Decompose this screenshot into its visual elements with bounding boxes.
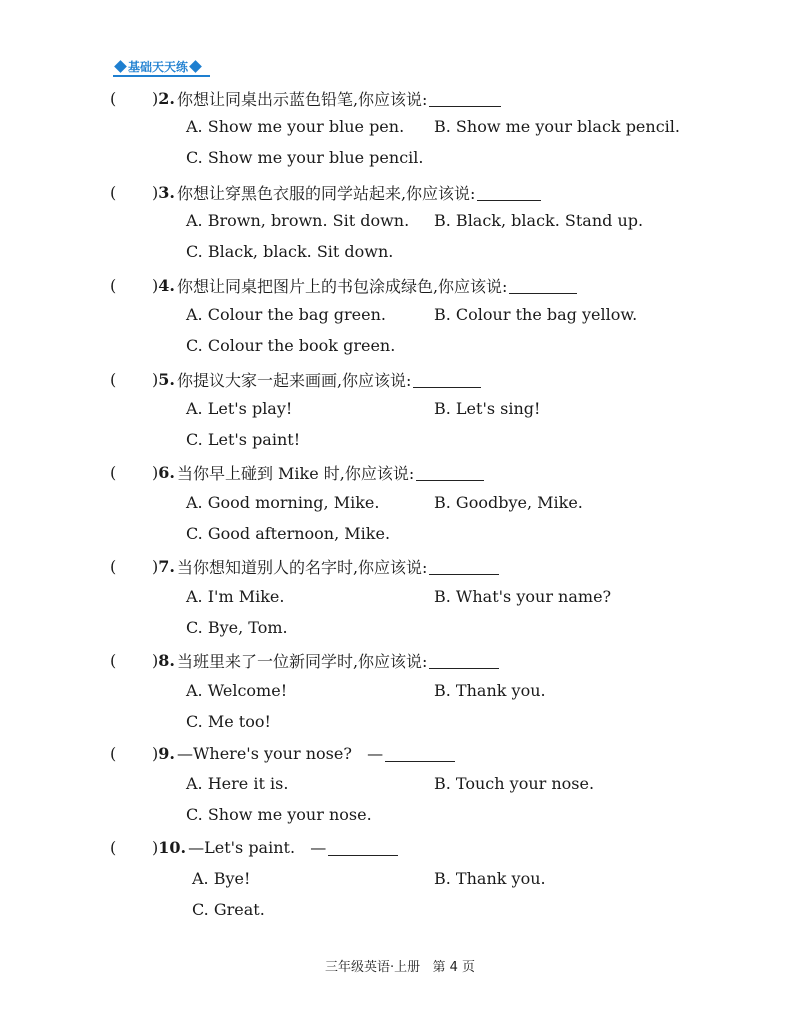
question-number: 10. <box>158 837 187 857</box>
question-text: 当班里来了一位新同学时,你应该说: <box>176 651 428 671</box>
section-label-text: 基础天天练 <box>128 59 189 74</box>
question-number: 6. <box>158 462 175 482</box>
option-a[interactable]: A. I'm Mike. <box>186 586 285 606</box>
answer-blank[interactable] <box>416 464 484 481</box>
answer-paren-close: ) <box>152 556 159 576</box>
option-a[interactable]: A. Here it is. <box>186 773 289 793</box>
answer-paren-open: ( <box>110 369 117 389</box>
question-number: 8. <box>158 650 175 670</box>
answer-paren-close: ) <box>152 462 159 482</box>
answer-paren-open: ( <box>110 837 117 857</box>
option-a[interactable]: A. Bye! <box>192 868 251 888</box>
answer-paren-open: ( <box>110 650 117 670</box>
question-stem <box>110 86 501 110</box>
section-label-underline <box>113 75 210 77</box>
section-label <box>113 57 203 75</box>
page-footer: 三年级英语·上册 第 4 页 <box>324 960 476 975</box>
answer-blank[interactable] <box>429 90 501 107</box>
option-c[interactable]: C. Black, black. Sit down. <box>186 241 394 261</box>
diamond-icon <box>114 60 127 73</box>
question-text: —Where's your nose? — <box>176 743 384 763</box>
answer-blank[interactable] <box>477 184 541 201</box>
question-number: 3. <box>158 182 175 202</box>
question-number: 7. <box>158 556 175 576</box>
answer-paren-open: ( <box>110 462 117 482</box>
option-a[interactable]: A. Let's play! <box>186 398 293 418</box>
answer-blank[interactable] <box>385 745 455 762</box>
question-number: 2. <box>158 88 175 108</box>
option-b[interactable]: B. Show me your black pencil. <box>434 116 680 136</box>
option-a[interactable]: A. Good morning, Mike. <box>186 492 380 512</box>
option-c[interactable]: C. Show me your nose. <box>186 804 372 824</box>
question-stem <box>110 554 499 578</box>
option-b[interactable]: B. Thank you. <box>434 868 546 888</box>
option-a[interactable]: A. Show me your blue pen. <box>186 116 405 136</box>
question-text: 你提议大家一起来画画,你应该说: <box>176 370 412 390</box>
option-b[interactable]: B. Colour the bag yellow. <box>434 304 638 324</box>
answer-paren-open: ( <box>110 743 117 763</box>
option-c[interactable]: C. Show me your blue pencil. <box>186 147 424 167</box>
answer-blank[interactable] <box>429 652 499 669</box>
answer-blank[interactable] <box>509 277 577 294</box>
question-text: 你想让穿黑色衣服的同学站起来,你应该说: <box>176 183 476 203</box>
answer-paren-open: ( <box>110 556 117 576</box>
question-stem <box>110 180 541 204</box>
answer-paren-close: ) <box>152 743 159 763</box>
option-c[interactable]: C. Me too! <box>186 711 271 731</box>
question-stem <box>110 741 455 765</box>
question-number: 9. <box>158 743 175 763</box>
question-number: 5. <box>158 369 175 389</box>
answer-paren-close: ) <box>152 182 159 202</box>
question-text: —Let's paint. — <box>188 837 327 857</box>
option-b[interactable]: B. Thank you. <box>434 680 546 700</box>
option-b[interactable]: B. What's your name? <box>434 586 612 606</box>
question-text: 你想让同桌出示蓝色铅笔,你应该说: <box>176 89 428 109</box>
diamond-icon <box>189 60 202 73</box>
answer-paren-close: ) <box>152 369 159 389</box>
answer-paren-close: ) <box>152 275 159 295</box>
question-text: 你想让同桌把图片上的书包涂成绿色,你应该说: <box>176 276 508 296</box>
option-a[interactable]: A. Brown, brown. Sit down. <box>186 210 410 230</box>
question-stem <box>110 460 484 484</box>
question-number: 4. <box>158 275 175 295</box>
answer-paren-close: ) <box>152 650 159 670</box>
question-stem <box>110 273 577 297</box>
answer-paren-open: ( <box>110 88 117 108</box>
option-c[interactable]: C. Great. <box>192 899 265 919</box>
answer-paren-close: ) <box>152 837 159 857</box>
answer-blank[interactable] <box>328 839 398 856</box>
answer-paren-close: ) <box>152 88 159 108</box>
option-b[interactable]: B. Let's sing! <box>434 398 541 418</box>
answer-paren-open: ( <box>110 182 117 202</box>
option-a[interactable]: A. Colour the bag green. <box>186 304 387 324</box>
option-a[interactable]: A. Welcome! <box>186 680 288 700</box>
option-c[interactable]: C. Let's paint! <box>186 429 301 449</box>
question-text: 当你早上碰到 Mike 时,你应该说: <box>176 463 415 483</box>
question-stem <box>110 367 481 391</box>
answer-paren-open: ( <box>110 275 117 295</box>
option-c[interactable]: C. Bye, Tom. <box>186 617 288 637</box>
question-stem <box>110 835 398 859</box>
option-b[interactable]: B. Touch your nose. <box>434 773 595 793</box>
question-stem <box>110 648 499 672</box>
option-c[interactable]: C. Colour the book green. <box>186 335 396 355</box>
option-b[interactable]: B. Black, black. Stand up. <box>434 210 644 230</box>
option-c[interactable]: C. Good afternoon, Mike. <box>186 523 391 543</box>
question-text: 当你想知道别人的名字时,你应该说: <box>176 557 428 577</box>
answer-blank[interactable] <box>429 558 499 575</box>
answer-blank[interactable] <box>413 371 481 388</box>
option-b[interactable]: B. Goodbye, Mike. <box>434 492 583 512</box>
